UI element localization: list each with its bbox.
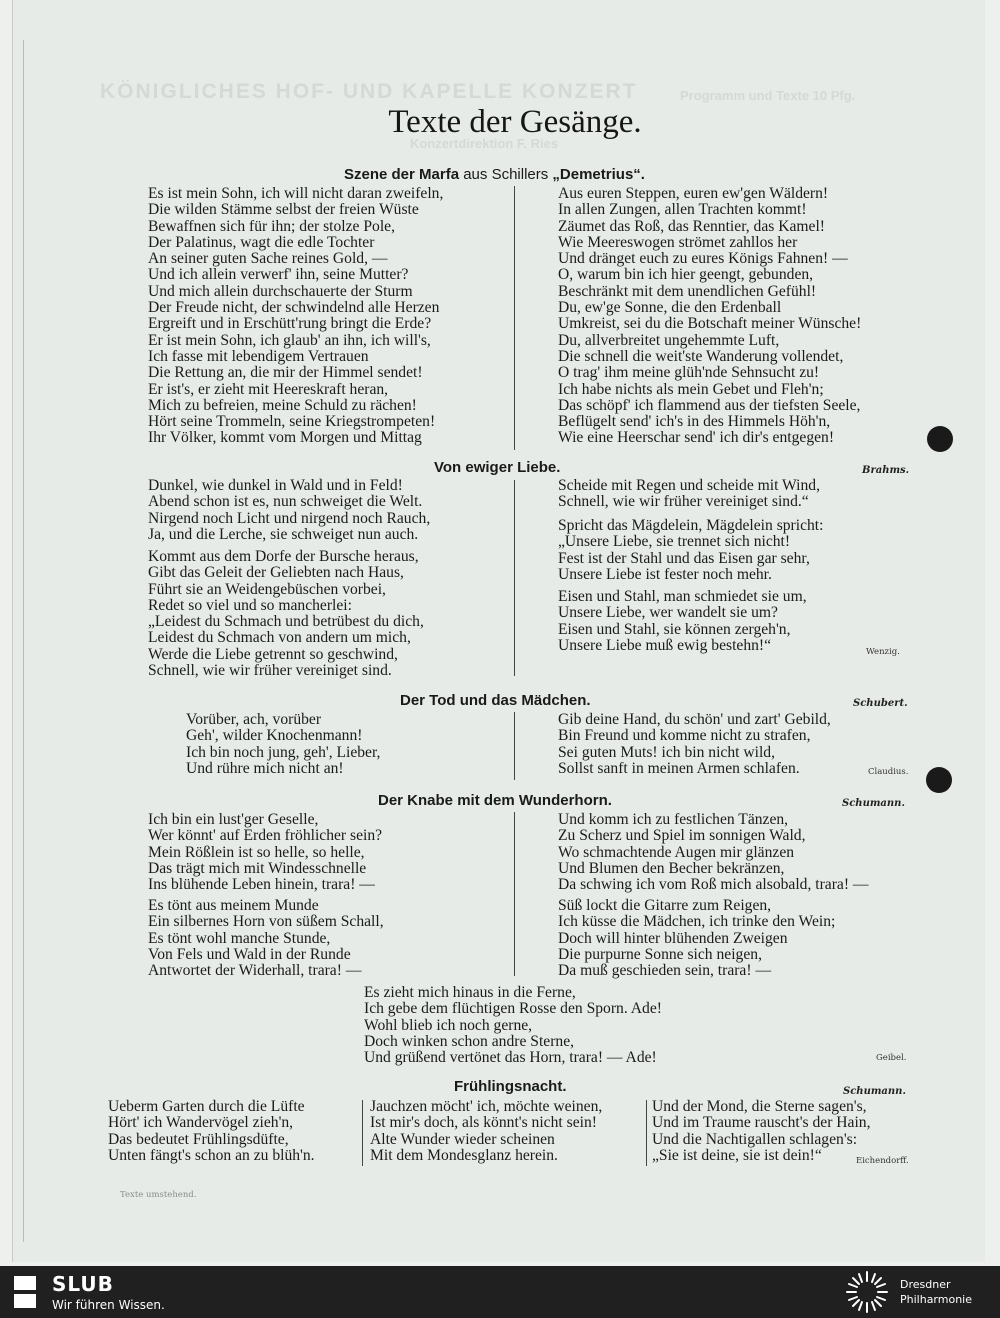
library-name: SLUB <box>52 1272 114 1296</box>
composer-name: Schumann. <box>842 798 905 809</box>
footnote: Texte umstehend. <box>120 1190 197 1200</box>
verse-block: Aus euren Steppen, euren ew'gen Wäldern! In allen Zungen, allen Trachten kommt! Zäumet das Roß, das Renntier, das Kamel! Wie Meereswogen strömet zahllos her Und dränget euch zu eures Königs Fahnen! — O, warum bin ich hier geengt, gebunden, Beschränkt mit dem unendlichen Gefühl! Du, ew'ge Sonne, die den Erdenball Umkreist, sei du die Botschaft meiner Wünsche! Du, allverbreitet ungehemmte Luft, Die schnell die weit'ste Wanderung vollendet, O trag' ihm meine glüh'nde Sehnsucht zu! Ich habe nichts als mein Gebet und Fleh'n; Das schöpf' ich flammend aus der tiefsten Seele, Beflügelt send' ich's in des Himmels Höh'n, Wie eine Heerschar send' ich dir's entgegen! <box>558 185 862 447</box>
verse-block: Und der Mond, die Sterne sagen's, Und im Traume rauscht's der Hain, Und die Nachtigallen schlagen's: „Sie ist deine, sie ist dein!“ <box>652 1098 871 1164</box>
philharmonie-logo-icon <box>842 1269 892 1315</box>
verse-block: Süß lockt die Gitarre zum Reigen, Ich küsse die Mädchen, ich trinke den Wein; Doch will hinter blühenden Zweigen Die purpurne Sonne sich neigen, Da muß geschieden sein, trara! — <box>558 897 836 980</box>
composer-name: Schubert. <box>853 698 908 709</box>
verse-block: Scheide mit Regen und scheide mit Wind, Schnell, wie wir früher vereiniget sind.“ <box>558 477 820 511</box>
bleed-through-line: Konzertdirektion F. Ries <box>410 136 559 151</box>
column-divider <box>514 812 515 976</box>
page-title: Texte der Gesänge. <box>388 104 642 140</box>
section-title-quote: „Demetrius“. <box>552 166 645 183</box>
section-title-marfa <box>344 166 645 183</box>
footer-bar <box>0 1266 1000 1318</box>
author-name: Geibel. <box>876 1053 907 1063</box>
section-title-mid: aus Schillers <box>459 166 553 183</box>
punch-hole <box>926 767 952 793</box>
author-name: Claudius. <box>868 767 909 777</box>
verse-block: Eisen und Stahl, man schmiedet sie um, Unsere Liebe, wer wandelt sie um? Eisen und Stahl, sie können zergeh'n, Unsere Liebe muß ewig bestehn!“ <box>558 588 807 654</box>
verse-block: Jauchzen möcht' ich, möchte weinen, Ist mir's doch, als könnt's nicht sein! Alte Wunder wieder scheinen Mit dem Mondesglanz herein. <box>370 1098 603 1164</box>
section-title-knabe: Der Knabe mit dem Wunderhorn. <box>378 792 612 809</box>
verse-block: Dunkel, wie dunkel in Wald und in Feld! Abend schon ist es, nun schweiget die Welt. Nirgend noch Licht und nirgend noch Rauch, Ja, und die Lerche, sie schweiget nun auch. <box>148 477 431 543</box>
column-divider <box>514 186 515 450</box>
section-title-nacht: Frühlingsnacht. <box>454 1078 567 1095</box>
verse-block: Gib deine Hand, du schön' und zart' Gebild, Bin Freund und komme nicht zu strafen, Sei guten Muts! ich bin nicht wild, Sollst sanft in meinen Armen schlafen. <box>558 711 831 777</box>
composer-name: Brahms. <box>862 465 910 476</box>
section-title-liebe: Von ewiger Liebe. <box>434 459 561 476</box>
verse-block: Vorüber, ach, vorüber Geh', wilder Knochenmann! Ich bin noch jung, geh', Lieber, Und rühre mich nicht an! <box>186 711 381 777</box>
punch-hole <box>927 426 953 452</box>
column-divider <box>514 712 515 780</box>
column-divider <box>514 480 515 676</box>
author-name: Eichendorff. <box>856 1156 909 1166</box>
partner-name-line-1: Dresdner <box>900 1278 951 1291</box>
column-divider <box>362 1100 363 1166</box>
verse-block: Kommt aus dem Dorfe der Bursche heraus, Gibt das Geleit der Geliebten nach Haus, Führt sie an Weidengebüschen vorbei, Redet so viel und so mancherlei: „Leidest du Schmach und betrübest du dich, Leidest du Schmach von andern um mich, Werde die Liebe getrennt so geschwind, Schnell, wie wir früher vereiniget sind. <box>148 548 424 680</box>
verse-block: Es tönt aus meinem Munde Ein silbernes Horn von süßem Schall, Es tönt wohl manche Stunde, Von Fels und Wald in der Runde Antwortet der Widerhall, trara! — <box>148 897 384 980</box>
verse-block: Spricht das Mägdelein, Mägdelein spricht: „Unsere Liebe, sie trennet sich nicht! Fest ist der Stahl und das Eisen gar sehr, Unsere Liebe ist fester noch mehr. <box>558 517 824 583</box>
slub-logo-icon <box>14 1276 36 1308</box>
author-name: Wenzig. <box>866 647 900 657</box>
partner-name-line-2: Philharmonie <box>900 1293 972 1306</box>
verse-block: Ueberm Garten durch die Lüfte Hört' ich Wandervögel zieh'n, Das bedeutet Frühlingsdüfte, Unten fängt's schon an zu blüh'n. <box>108 1098 315 1164</box>
column-divider <box>646 1100 647 1166</box>
bleed-through-line: Programm und Texte 10 Pfg. <box>680 88 856 103</box>
verse-block: Es zieht mich hinaus in die Ferne, Ich gebe dem flüchtigen Rosse den Sporn. Ade! Wohl blieb ich noch gerne, Doch winken schon andre Sterne, Und grüßend vertönet das Horn, trara! — Ade! <box>364 984 662 1067</box>
section-title-tod: Der Tod und das Mädchen. <box>400 692 591 709</box>
bleed-through-line: KÖNIGLICHES HOF- UND KAPELLE KONZERT <box>100 80 638 103</box>
verse-block: Es ist mein Sohn, ich will nicht daran zweifeln, Die wilden Stämme selbst der freien Wüste Bewaffnen sich für ihn; der stolze Pole, Der Palatinus, wagt die edle Tochter An seiner guten Sache reines Gold, — Und ich allein verwerf' ihn, seine Mutter? Und mich allein durchschauerte der Sturm Der Freude nicht, der schwindelnd alle Herzen Ergreift und in Erschütt'rung bringt die Erde? Er ist mein Sohn, ich glaub' an ihn, ich will's, Ich fasse mit lebendigem Vertrauen Die Rettung an, die mir der Himmel sendet! Er ist's, er zieht mit Heereskraft heran, Mich zu befreien, meine Schuld zu rächen! Hört seine Trommeln, seine Kriegstrompeten! Ihr Völker, kommt vom Morgen und Mittag <box>148 185 444 447</box>
library-tagline: Wir führen Wissen. <box>52 1298 165 1312</box>
verse-block: Und komm ich zu festlichen Tänzen, Zu Scherz und Spiel im sonnigen Wald, Wo schmachtende Augen mir glänzen Und Blumen den Becher bekränzen, Da schwing ich vom Roß mich alsobald, trara! — <box>558 811 869 894</box>
composer-name: Schumann. <box>843 1086 906 1097</box>
section-title-main: Szene der Marfa <box>344 166 460 183</box>
verse-block: Ich bin ein lust'ger Geselle, Wer könnt' auf Erden fröhlicher sein? Mein Rößlein ist so helle, so helle, Das trägt mich mit Windesschnelle Ins blühende Leben hinein, trara! — <box>148 811 383 894</box>
